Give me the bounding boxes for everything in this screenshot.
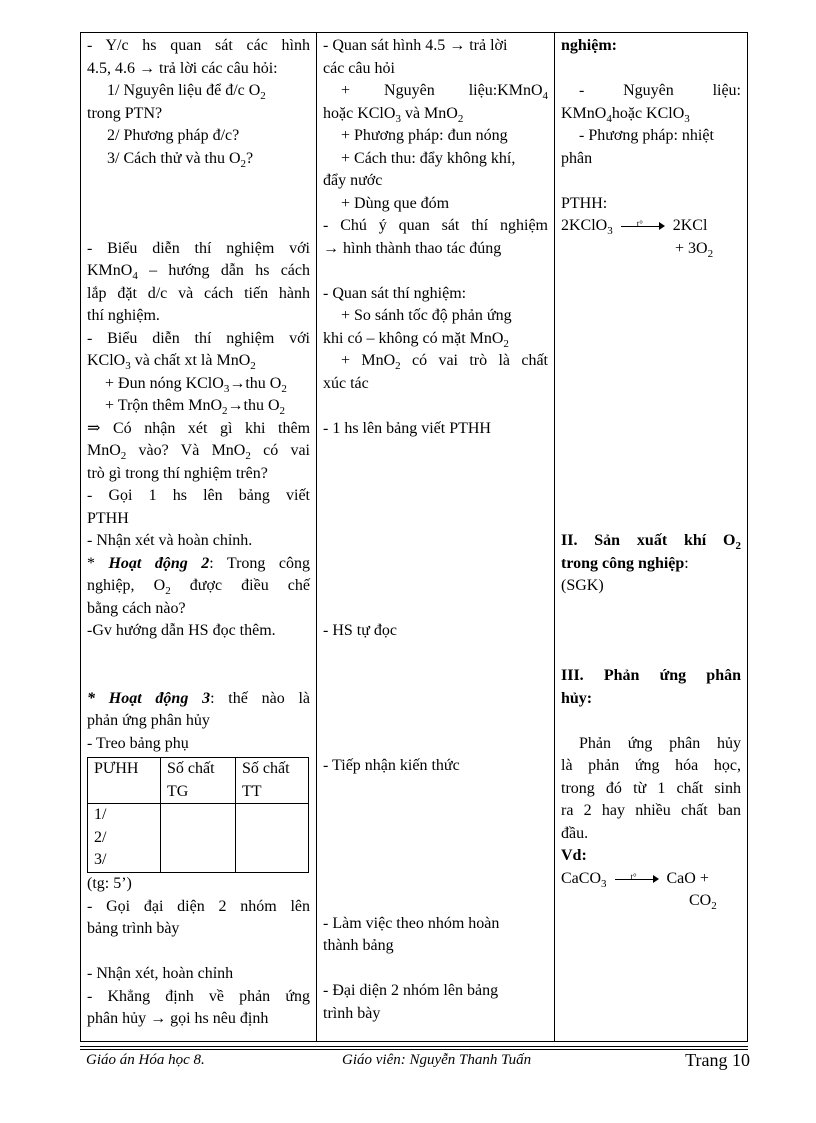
table-header: Số chất TT — [236, 758, 309, 804]
reaction-arrow-icon: t° — [621, 219, 665, 233]
text-line: 4.5, 4.6 → trả lời các câu hỏi: — [87, 59, 278, 77]
page-number: Trang 10 — [685, 1050, 750, 1070]
table-cell — [161, 804, 236, 873]
text-line: đẩy nước — [323, 172, 383, 189]
text-line: + Trộn thêm MnO$_2$→thu $O_2$ — [105, 397, 286, 417]
text-line: 3/ Cách thử và thu $O_2$? — [107, 149, 254, 170]
text-line: - Làm việc theo nhóm hoàn — [323, 914, 500, 932]
table-cell: 1/ 2/ 3/ — [88, 804, 161, 873]
text-line: phân hủy → gọi hs nêu định — [87, 1010, 269, 1027]
text-line: đầu. — [561, 824, 589, 842]
text-line: Phản ứng phân hủy — [579, 734, 741, 752]
text-line: - HS tự đọc — [323, 622, 397, 639]
text-line: + MnO$_2$ có vai trò là chất — [341, 352, 548, 372]
text-line: trong đó từ 1 chất sinh — [561, 779, 741, 797]
text-line: - 1 hs lên bảng viết PTHH — [323, 419, 491, 437]
text-line: hủy: — [561, 689, 593, 707]
text-line: - Tiếp nhận kiến thức — [323, 757, 460, 774]
text-line: + Cách thu: đẩy không khí, — [341, 149, 516, 167]
text-line: - Đại diện 2 nhóm lên bảng — [323, 982, 499, 999]
table-header: PƯHH — [88, 758, 161, 804]
text-line: 2/ Phương pháp đ/c? — [107, 127, 240, 144]
reaction-table — [87, 757, 309, 873]
text-line: + Phương pháp: đun nóng — [341, 127, 508, 144]
activity-3-heading: * Hoạt động 3: thế nào là — [87, 689, 311, 707]
student-activity-column — [317, 33, 555, 1041]
text-line: 1/ Nguyên liệu để đ/c $O_2$ — [107, 82, 266, 102]
teacher-activity-column — [81, 33, 317, 1041]
text-line: - Quan sát hình 4.5 → trả lời — [323, 37, 508, 54]
text-line: phân — [561, 149, 593, 167]
text-line: xúc tác — [323, 374, 369, 392]
text-line: - Biểu diễn thí nghiệm với — [87, 329, 310, 347]
text-line: thành bảng — [323, 937, 394, 954]
activity-2-heading: * Hoạt động 2: Trong công — [87, 554, 311, 572]
text-line: - Y/c hs quan sát các hình — [87, 37, 310, 54]
text-line: ⇒ Có nhận xét gì khi thêm — [87, 419, 311, 437]
text-line: nghiệp, $O_2$ được điều chế — [87, 577, 310, 597]
text-line: phản ứng phân hủy — [87, 712, 210, 729]
section-heading: nghiệm: — [561, 37, 617, 54]
text-line: MnO$_2$ vào? Và MnO$_2$ có vai — [87, 442, 311, 462]
text-line: KMnO$_4$hoặc KClO$_3$ — [561, 104, 690, 125]
text-line: lắp đặt d/c và cách tiến hành — [87, 284, 310, 302]
text-line: + $3O_2$ — [675, 239, 714, 260]
text-line: PTHH — [87, 509, 129, 527]
equation-caco3: CaCO$_3$ t° CaO + — [561, 869, 709, 890]
text-line: KClO$_3$ và chất xt là MnO$_2$ — [87, 352, 256, 372]
equation-kclo3: 2KClO$_3$ t° 2KCl — [561, 217, 708, 237]
text-line: ra 2 hay nhiều chất ban — [561, 802, 741, 819]
table-header: Số chất TG — [161, 758, 236, 804]
reaction-arrow-icon: t° — [615, 872, 659, 886]
text-line: thí nghiệm. — [87, 307, 160, 324]
section-heading: III. Phản ứng phân — [561, 667, 741, 684]
text-line: - Gọi 1 hs lên bảng viết — [87, 487, 310, 504]
text-line: + Nguyên liệu:KMnO$_4$ — [341, 82, 548, 102]
text-line: - Nhận xét, hoàn chỉnh — [87, 965, 234, 982]
footer-divider — [80, 1046, 748, 1047]
text-line: + Dùng que đóm — [341, 194, 450, 212]
text-line: - Quan sát thí nghiệm: — [323, 284, 467, 302]
text-line: → hình thành thao tác đúng — [323, 239, 502, 257]
text-line: - Khẳng định về phản ứng — [87, 987, 310, 1005]
text-line: - Biểu diễn thí nghiệm với — [87, 239, 310, 257]
footer-left: Giáo án Hóa học 8. — [86, 1052, 205, 1068]
footer-divider — [80, 1049, 748, 1050]
text-line: hoặc KClO$_3$ và MnO$_2$ — [323, 104, 464, 125]
section-heading: II. Sản xuất khí $O_2$ — [561, 532, 741, 552]
text-line: -Gv hướng dẫn HS đọc thêm. — [87, 622, 276, 639]
text-line: trong PTN? — [87, 104, 163, 122]
lesson-table — [80, 32, 748, 1042]
text-line: các câu hỏi — [323, 59, 395, 77]
text-line: trình bày — [323, 1004, 381, 1022]
text-line: bảng trình bày — [87, 920, 180, 937]
text-line: trong công nghiệp: — [561, 554, 689, 572]
text-line: + Đun nóng KClO$_3$→thu $O_2$ — [105, 374, 287, 395]
text-line: (tg: 5’) — [87, 875, 132, 892]
text-line: + So sánh tốc độ phản ứng — [341, 307, 512, 324]
text-line: KMnO$_4$ – hướng dẫn hs cách — [87, 262, 311, 282]
text-line: khi có – không có mặt MnO$_2$ — [323, 329, 509, 350]
text-line: PTHH: — [561, 194, 608, 212]
text-line: - Gọi đại diện 2 nhóm lên — [87, 897, 310, 915]
text-line: - Nguyên liệu: — [579, 82, 741, 99]
text-line: (SGK) — [561, 577, 604, 594]
text-line: $CO_2$ — [689, 892, 717, 912]
text-line: trò gì trong thí nghiệm trên? — [87, 464, 268, 482]
text-line: - Chú ý quan sát thí nghiệm — [323, 217, 548, 234]
text-line: - Phương pháp: nhiệt — [579, 127, 714, 144]
text-line: là phản ứng hóa học, — [561, 757, 741, 774]
text-line: bằng cách nào? — [87, 599, 186, 617]
footer-teacher: Giáo viên: Nguyễn Thanh Tuấn — [342, 1052, 532, 1068]
table-cell — [236, 804, 309, 873]
content-column — [555, 33, 747, 1041]
text-line: - Nhận xét và hoàn chỉnh. — [87, 532, 253, 549]
text-line: - Treo bảng phụ — [87, 734, 189, 752]
text-line: Vd: — [561, 847, 587, 864]
